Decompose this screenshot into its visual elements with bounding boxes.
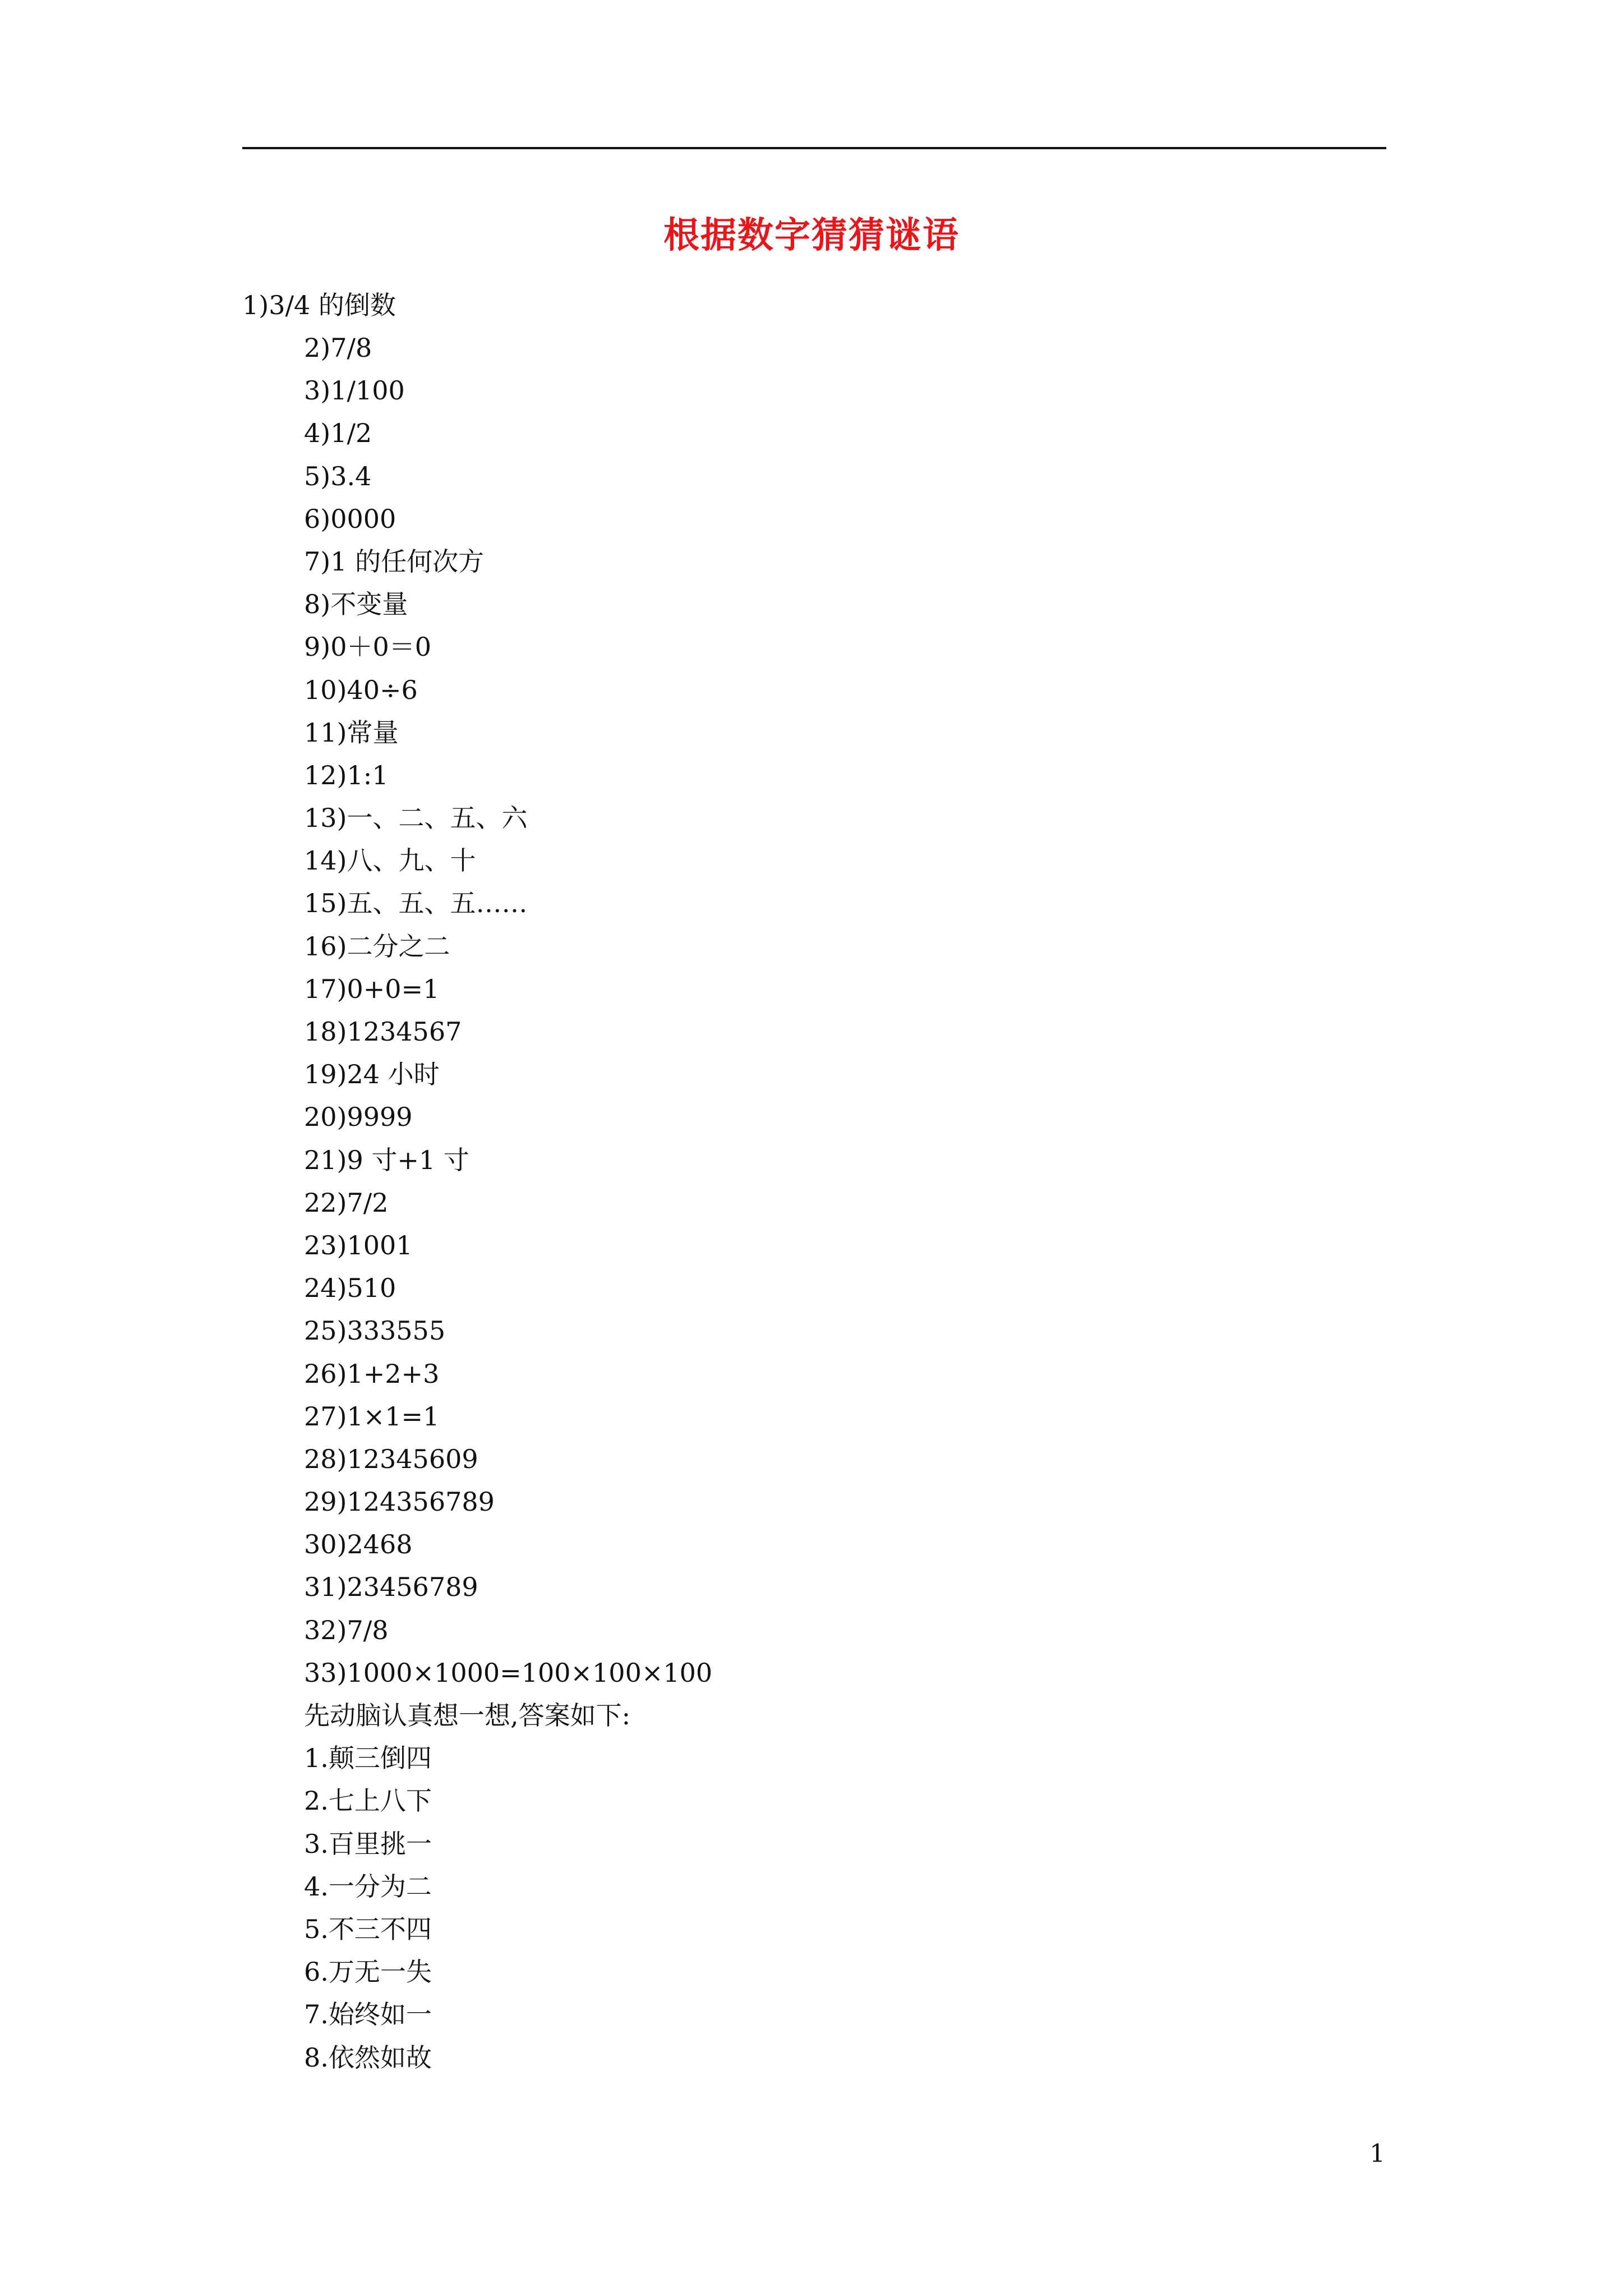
- list-item: 8.依然如故: [304, 2042, 432, 2073]
- list-item: 18)1234567: [304, 1016, 462, 1047]
- list-item: 11)常量: [304, 717, 399, 748]
- list-item: 6.万无一失: [304, 1957, 432, 1987]
- list-item: 17)0+0=1: [304, 973, 440, 1004]
- list-item: 24)510: [304, 1273, 396, 1304]
- list-item: 26)1+2+3: [304, 1358, 440, 1389]
- list-item: 4.一分为二: [304, 1871, 432, 1902]
- list-item: 6)0000: [304, 503, 396, 534]
- list-item: 1.颠三倒四: [304, 1743, 432, 1774]
- list-item: 14)八、九、十: [304, 845, 476, 876]
- list-item: 8)不变量: [304, 589, 408, 620]
- list-item: 3.百里挑一: [304, 1828, 432, 1859]
- list-item: 33)1000×1000=100×100×100: [304, 1657, 713, 1688]
- list-item: 21)9 寸+1 寸: [304, 1144, 469, 1175]
- list-item: 5.不三不四: [304, 1913, 432, 1944]
- page-number: 1: [1370, 2139, 1385, 2168]
- list-item: 32)7/8: [304, 1614, 389, 1645]
- list-item: 9)0＋0＝0: [304, 632, 432, 662]
- riddle-list: [304, 326, 712, 2079]
- first-riddle: 1)3/4 的倒数: [242, 290, 396, 320]
- list-item: 27)1×1=1: [304, 1401, 440, 1432]
- list-item: 12)1:1: [304, 760, 389, 790]
- list-item: 4)1/2: [304, 418, 372, 449]
- list-item: 7)1 的任何次方: [304, 546, 485, 577]
- list-item: 2)7/8: [304, 333, 372, 363]
- list-item: 20)9999: [304, 1102, 413, 1133]
- list-item: 29)124356789: [304, 1487, 495, 1517]
- list-item: 3)1/100: [304, 375, 405, 406]
- list-item: 13)一、二、五、六: [304, 803, 528, 834]
- header-rule: [242, 147, 1386, 149]
- list-item: 7.始终如一: [304, 1999, 432, 2030]
- list-item: 2.七上八下: [304, 1786, 432, 1816]
- list-item: 28)12345609: [304, 1443, 478, 1474]
- list-item: 5)3.4: [304, 461, 372, 491]
- list-item: 先动脑认真想一想,答案如下:: [304, 1700, 631, 1731]
- list-item: 10)40÷6: [304, 674, 418, 705]
- list-item: 16)二分之二: [304, 931, 450, 961]
- list-item: 15)五、五、五……: [304, 888, 528, 919]
- list-item: 30)2468: [304, 1529, 413, 1560]
- list-item: 31)23456789: [304, 1572, 478, 1603]
- list-item: 23)1001: [304, 1230, 413, 1260]
- list-item: 19)24 小时: [304, 1059, 440, 1090]
- list-item: 22)7/2: [304, 1187, 389, 1218]
- page-title: 根据数字猜猜谜语: [663, 214, 960, 256]
- list-item: 25)333555: [304, 1315, 446, 1346]
